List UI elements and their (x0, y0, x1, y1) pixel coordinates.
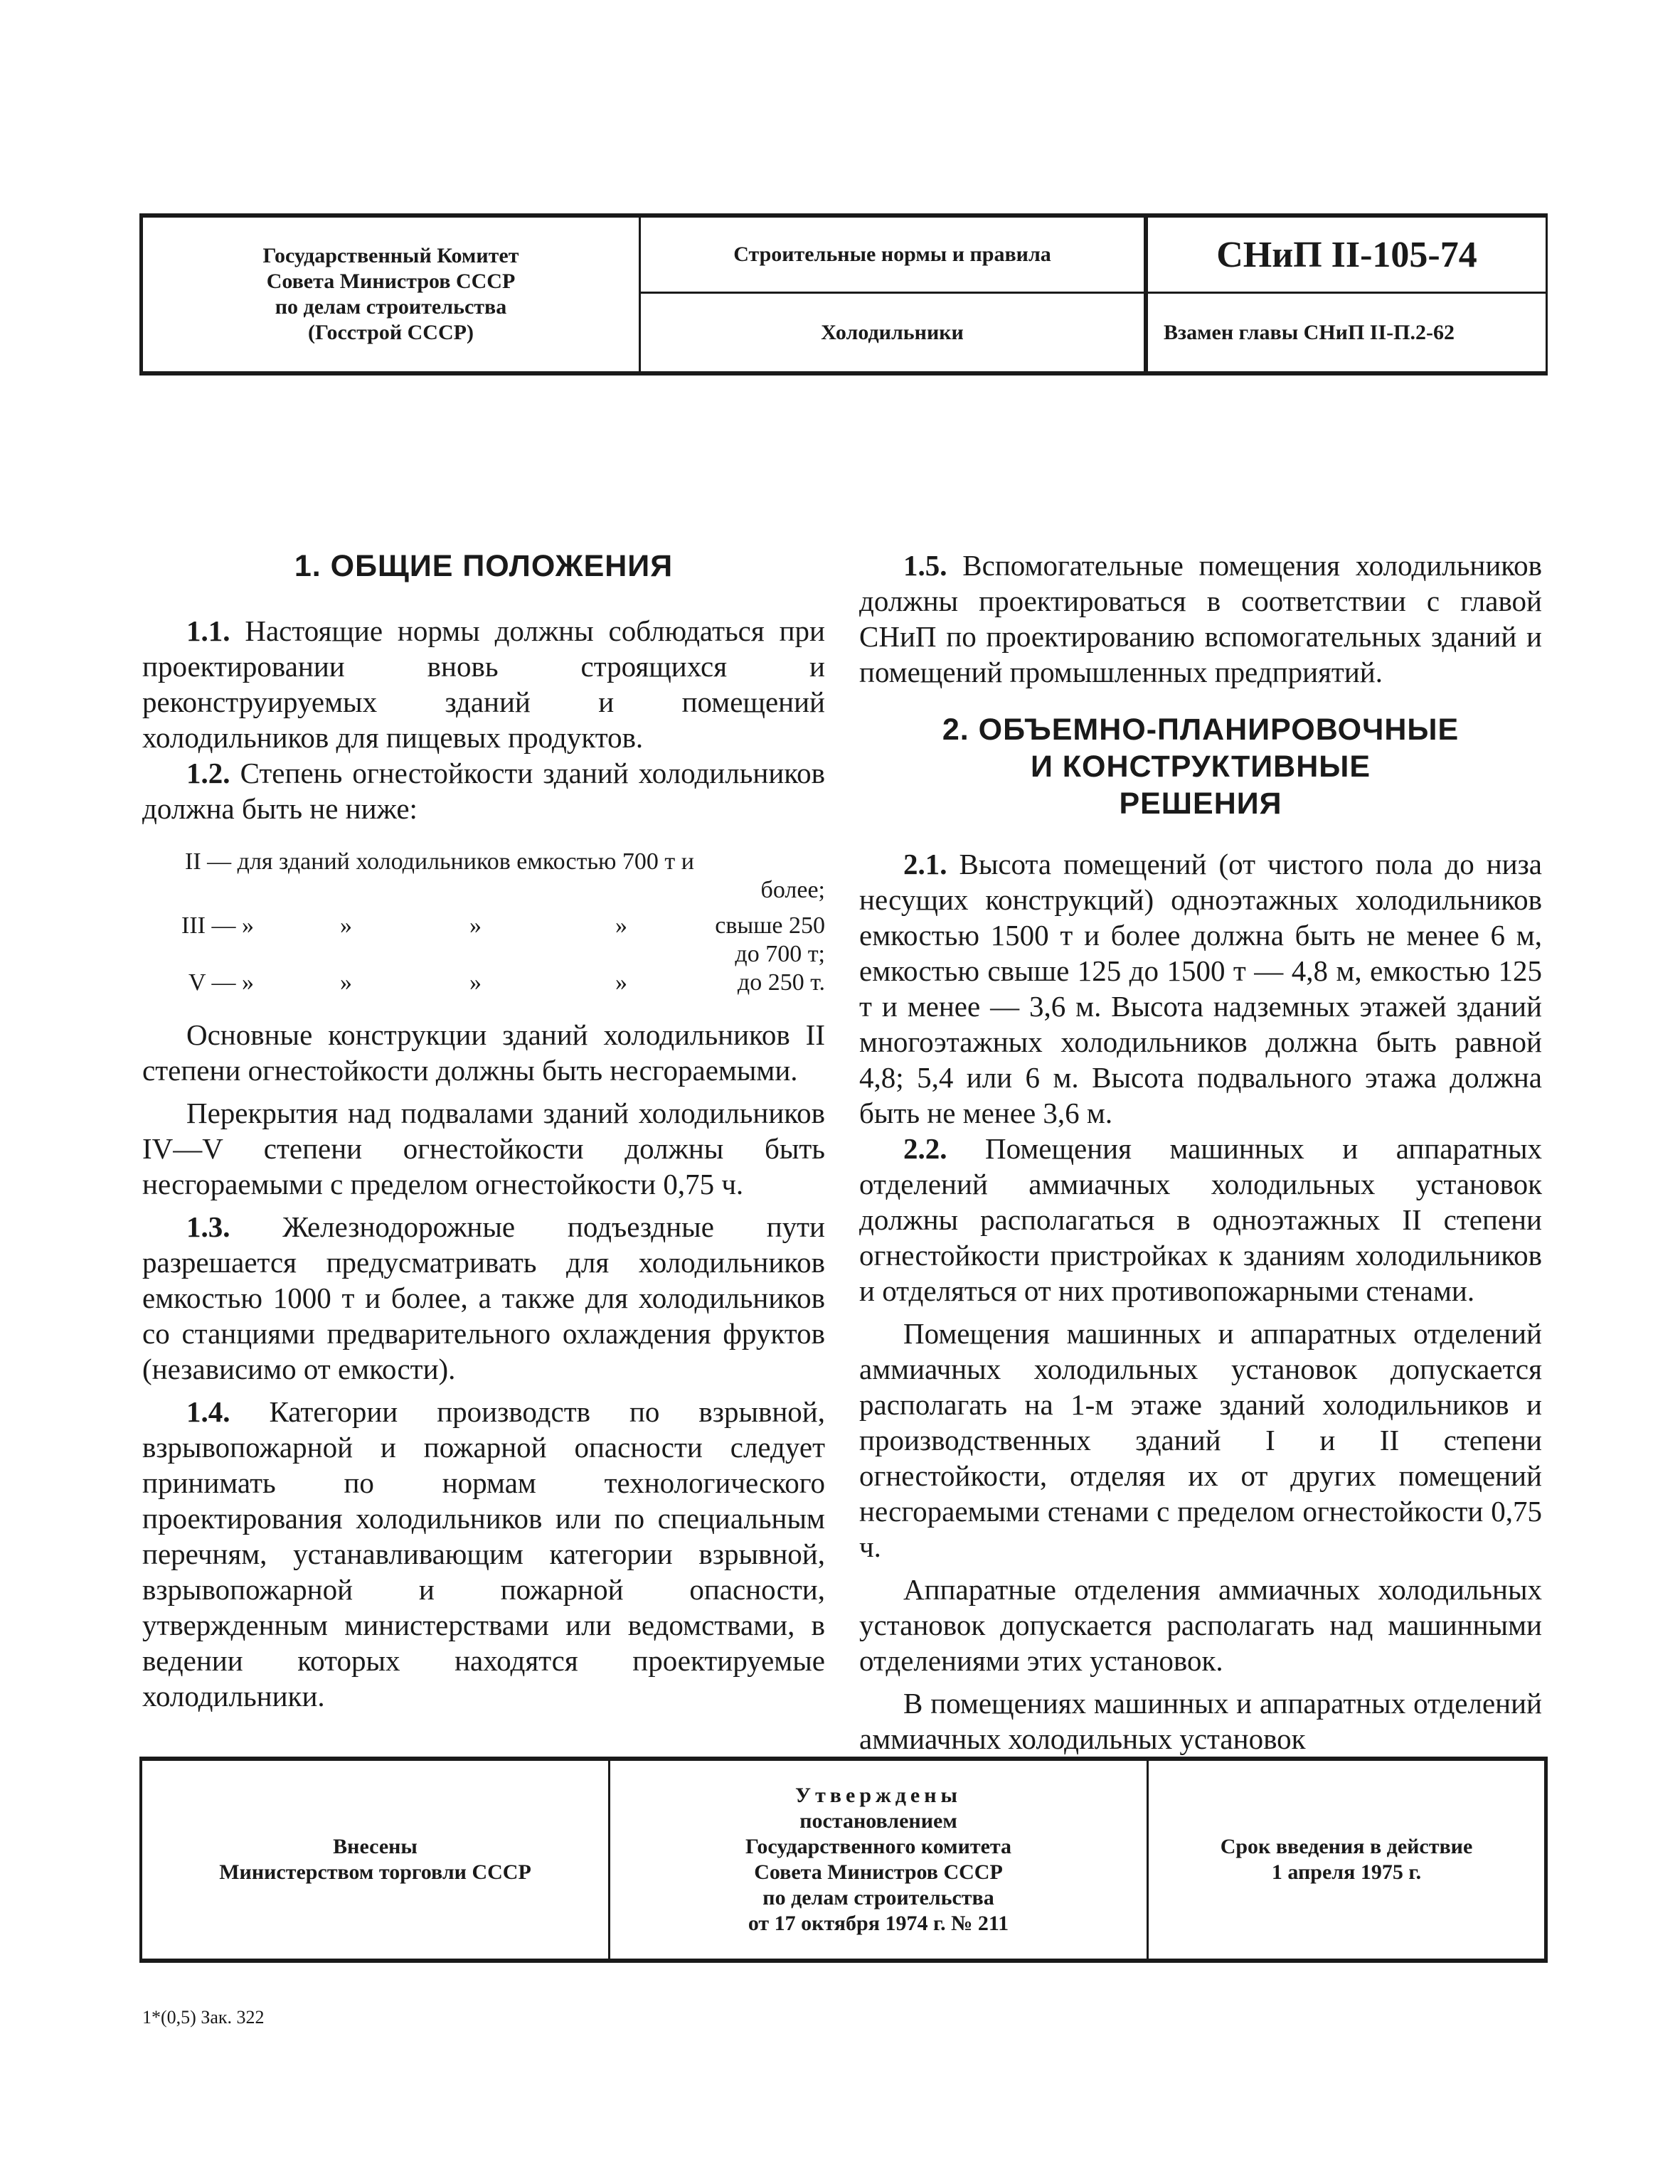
document-subject: Холодильники (821, 320, 964, 344)
ditto-mark: » (615, 912, 627, 939)
fire-row-grade: V — » (188, 969, 254, 996)
header-table (139, 213, 1548, 375)
effective-date-cell (1149, 1761, 1544, 1959)
footer-table (139, 1757, 1548, 1963)
header-code-cell (1148, 218, 1546, 371)
replaces-note: Взамен главы СНиП II-П.2-62 (1164, 320, 1455, 344)
paragraph-1-3 (142, 1209, 825, 1387)
fire-row (142, 848, 825, 876)
approved-line: Государственного комитета (745, 1835, 1012, 1858)
fire-row (142, 940, 825, 969)
organization-line: Совета Министров СССР (266, 270, 516, 293)
submitted-line: Министерством торговли СССР (219, 1860, 531, 1884)
organization-line: (Госстрой СССР) (308, 321, 474, 344)
approved-line: от 17 октября 1974 г. № 211 (748, 1912, 1009, 1935)
approved-line: по делам строительства (762, 1886, 994, 1909)
ditto-mark: » (469, 912, 482, 939)
clause-number: 1.3. (186, 1210, 230, 1243)
clause-number: 1.1. (186, 614, 230, 647)
clause-number: 1.2. (186, 757, 230, 789)
section-2-title-line: 2. ОБЪЕМНО-ПЛАНИРОВОЧНЫЕ (942, 713, 1460, 747)
document-type: Строительные нормы и правила (733, 243, 1051, 266)
fire-row-text: II — для зданий холодильников емкостью 700 т и (185, 848, 694, 875)
approved-line: постановлением (799, 1809, 957, 1833)
ditto-mark: » (615, 969, 627, 996)
paragraph-1-5 (859, 548, 1542, 690)
printer-imprint: 1*(0,5) Зак. 322 (142, 2007, 265, 2028)
ditto-mark: » (469, 969, 482, 996)
ditto-mark: » (340, 969, 352, 996)
fire-row-value: более; (760, 877, 825, 903)
fire-row-value: до 250 т. (737, 969, 825, 996)
submitted-line: Внесены (333, 1835, 418, 1858)
paragraph-main-structures: Основные конструкции зданий холодильников II степени огнестойкости должны быть несгораемыми. (142, 1018, 825, 1087)
clause-text: Помещения машинных и аппаратных отделений аммиачных холодильных установок должны располагаться в одноэтажных II степени огнестойкости пристройках к зданиям холодильников и отделяться от них противопожарными стенами. (859, 1132, 1542, 1307)
paragraph-2-1 (859, 846, 1542, 1131)
clause-number: 2.1. (903, 848, 947, 880)
approved-line: Совета Министров СССР (754, 1860, 1003, 1884)
clause-text: Высота помещений (от чистого пола до низа несущих конструкций) одноэтажных холодильников емкостью 1500 т и более должна быть не менее 6 м, емкостью свыше 125 до 1500 т — 4,8 м, емкостью 125 т и менее — 3,6 м. Высота надземных этажей зданий многоэтажных холодильников должна быть равной 4,8; 5,4 или 6 м. Высота подвального этажа должна быть не менее 3,6 м. (859, 848, 1542, 1129)
clause-number: 2.2. (903, 1132, 947, 1165)
clause-text: Железнодорожные подъездные пути разрешается предусматривать для холодильников емкостью 1000 т и более, а также для холодильников со станциями предварительного охлаждения фруктов (независимо от емкости). (142, 1210, 825, 1385)
fire-row-grade: III — » (181, 912, 254, 939)
fire-row-value: свыше 250 (715, 912, 825, 939)
left-column (142, 548, 825, 1714)
ditto-mark: » (340, 912, 352, 939)
header-organization-cell (143, 218, 641, 371)
paragraph-2-2 (859, 1131, 1542, 1309)
fire-row (142, 876, 825, 905)
paragraph-rooms: В помещениях машинных и аппаратных отделений аммиачных холодильных установок (859, 1687, 1542, 1755)
organization-line: Государственный Комитет (262, 244, 519, 267)
paragraph-1-1 (142, 613, 825, 755)
paragraph-floors: Перекрытия над подвалами зданий холодильников IV—V степени огнестойкости должны быть несгораемыми с пределом огнестойкости 0,75 ч. (142, 1097, 825, 1200)
right-column (859, 548, 1542, 1757)
organization-line: по делам строительства (275, 295, 507, 319)
clause-number: 1.4. (186, 1395, 230, 1428)
clause-text: Вспомогательные помещения холодильников должны проектироваться в соответствии с главой СНиП по проектированию вспомогательных зданий и помещений промышленных предприятий. (859, 549, 1542, 688)
fire-row (142, 912, 825, 940)
fire-resistance-list (142, 848, 825, 997)
paragraph-apparatus: Аппаратные отделения аммиачных холодильных установок допускается располагать над машинными отделениями этих установок. (859, 1573, 1542, 1677)
paragraph-machine-rooms: Помещения машинных и аппаратных отделений аммиачных холодильных установок допускается располагать на 1-м этаже зданий холодильников и производственных зданий I и II степени огнестойкости, отделяя их от других помещений несгораемыми стенами с пределом огнестойкости 0,75 ч. (859, 1317, 1542, 1563)
effective-line: 1 апреля 1975 г. (1271, 1860, 1422, 1884)
clause-text: Настоящие нормы должны соблюдаться при проектировании вновь строящихся и реконструируемых зданий и помещений холодильников для пищевых продуктов. (142, 614, 825, 754)
clause-text: Степень огнестойкости зданий холодильников должна быть не ниже: (142, 757, 825, 825)
approved-by-cell (610, 1761, 1149, 1959)
fire-row-value: до 700 т; (735, 941, 825, 967)
paragraph-1-4 (142, 1394, 825, 1714)
header-middle-cell (641, 218, 1148, 371)
paragraph-1-2 (142, 755, 825, 826)
section-1-title: 1. ОБЩИЕ ПОЛОЖЕНИЯ (294, 549, 674, 583)
approved-line: Утверждены (795, 1784, 962, 1807)
effective-line: Срок введения в действие (1220, 1835, 1473, 1858)
section-2-title-line: И КОНСТРУКТИВНЫЕ (1030, 750, 1371, 784)
fire-row (142, 969, 825, 997)
clause-number: 1.5. (903, 549, 947, 582)
document-code: СНиП II-105-74 (1216, 234, 1477, 275)
organization-name (263, 243, 519, 346)
section-2-title (859, 711, 1542, 822)
submitted-by-cell (142, 1761, 610, 1959)
clause-text: Категории производств по взрывной, взрывопожарной и пожарной опасности следует принимать по нормам технологического проектирования холодильников или по специальным перечням, устанавливающим категории взрывной, взрывопожарной и пожарной опасности, утвержденным министерствами или ведомствами, в ведении которых находятся проектируемые холодильники. (142, 1395, 825, 1712)
section-2-title-line: РЕШЕНИЯ (1119, 787, 1282, 821)
